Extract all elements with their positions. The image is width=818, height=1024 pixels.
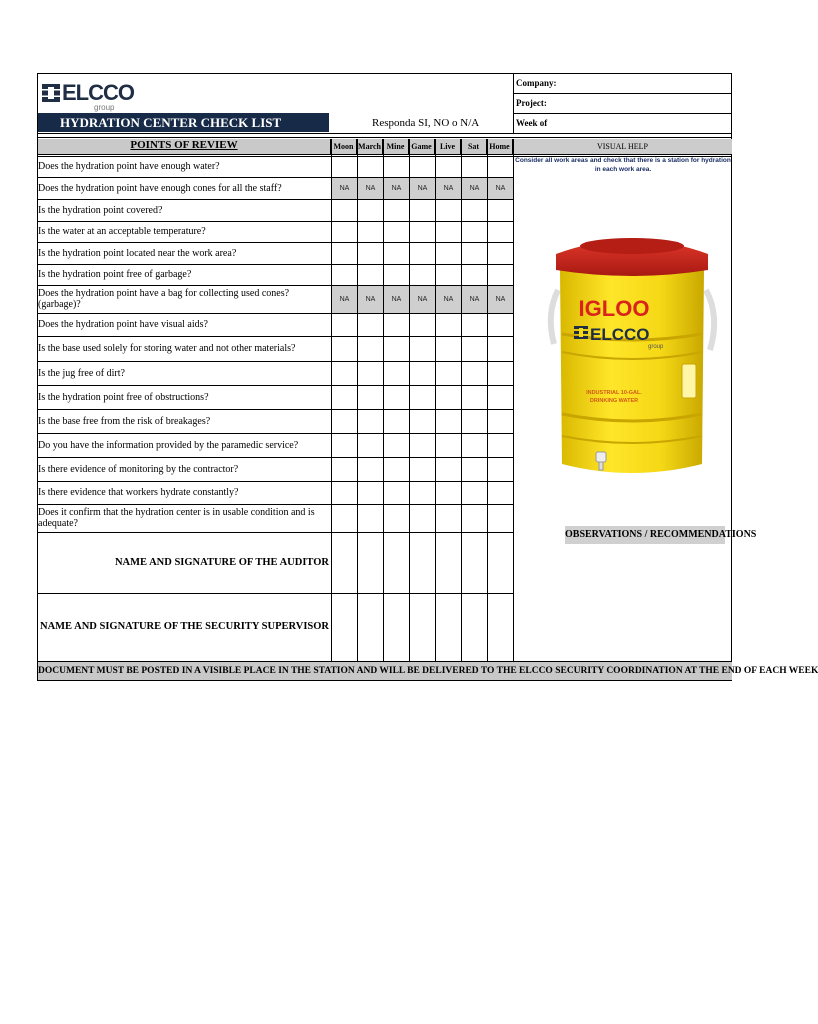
divider — [38, 133, 732, 134]
question-row: Does the hydration point have a bag for collecting used cones? (garbage)? — [38, 288, 290, 310]
question-row: Does the hydration point have visual aids? — [38, 319, 208, 330]
na-cell: NA — [410, 178, 435, 199]
week-field[interactable]: Week of — [513, 114, 732, 134]
jug-logo-subtext: group — [648, 344, 664, 350]
footer-notice: DOCUMENT MUST BE POSTED IN A VISIBLE PLACE IN THE STATION AND WILL BE DELIVERED TO THE ELCCO SECURITY COORDINATION AT THE END OF EACH WEEK — [38, 661, 732, 680]
visual-help-header: VISUAL HELP — [513, 139, 732, 155]
project-field[interactable]: Project: — [513, 94, 732, 114]
grid-line — [38, 336, 513, 337]
auditor-signature-label: NAME AND SIGNATURE OF THE AUDITOR — [114, 557, 329, 568]
divider — [38, 137, 732, 138]
logo-text: ELCCO — [62, 80, 134, 105]
question-row: Is there evidence of monitoring by the contractor? — [38, 463, 239, 475]
question-row: Is the hydration point located near the work area? — [38, 247, 237, 259]
checklist-sheet — [37, 73, 818, 681]
grid-line — [38, 285, 513, 286]
day-header: Game — [409, 139, 435, 155]
na-cell: NA — [410, 286, 435, 313]
grid-line — [38, 156, 513, 157]
na-cell: NA — [488, 286, 513, 313]
supervisor-signature-label: NAME AND SIGNATURE OF THE SECURITY SUPERVISOR — [39, 621, 329, 632]
elcco-logo — [42, 80, 162, 114]
day-header: March — [357, 139, 383, 155]
grid-line — [38, 313, 513, 314]
grid-line — [38, 385, 513, 386]
grid-line — [38, 361, 513, 362]
grid-line — [38, 457, 513, 458]
grid-line — [435, 139, 436, 661]
points-of-review-header: POINTS OF REVIEW — [38, 139, 331, 155]
na-cell: NA — [332, 286, 357, 313]
grid-line — [38, 481, 513, 482]
question-row: Does the hydration point have enough cones for all the staff? — [38, 182, 282, 194]
day-header: Home — [487, 139, 513, 155]
na-cell: NA — [358, 178, 383, 199]
question-row: Is there evidence that workers hydrate constantly? — [38, 487, 239, 498]
grid-line — [513, 156, 732, 157]
grid-line — [38, 532, 513, 533]
jug-label-line2: DRINKING WATER — [589, 398, 639, 404]
na-cell: NA — [488, 178, 513, 199]
grid-line — [38, 242, 513, 243]
grid-line — [38, 177, 513, 178]
igloo-water-jug-image — [544, 224, 720, 496]
observations-header: OBSERVATIONS / RECOMMENDATIONS — [565, 526, 725, 544]
grid-line — [38, 221, 513, 222]
respond-instruction: Responda SI, NO o N/A — [372, 117, 480, 129]
question-row: Is the hydration point covered? — [38, 204, 163, 216]
day-header: Moon — [331, 139, 357, 155]
grid-line — [357, 139, 358, 661]
grid-line — [38, 264, 513, 265]
na-cell: NA — [436, 286, 461, 313]
na-cell: NA — [332, 178, 357, 199]
logo-subtext: group — [94, 103, 115, 112]
na-cell: NA — [462, 286, 487, 313]
grid-line — [38, 504, 513, 505]
grid-line — [487, 139, 488, 661]
elcco-logo-mark-icon — [42, 84, 60, 102]
question-row: Does the hydration point have enough water? — [38, 161, 220, 172]
grid-line — [461, 139, 462, 661]
jug-label-line1: INDUSTRIAL 10-GAL. — [586, 390, 642, 396]
question-row: Is the hydration point free of garbage? — [38, 269, 192, 280]
question-row: Is the water at an acceptable temperature? — [38, 226, 206, 237]
question-row: Is the base used solely for storing water and not other materials? — [38, 343, 296, 354]
na-cell: NA — [384, 286, 409, 313]
jug-logo-text: ELCCO — [590, 325, 650, 344]
page-title: HYDRATION CENTER CHECK LIST — [38, 113, 329, 132]
question-row: Is the jug free of dirt? — [38, 367, 125, 379]
grid-line — [383, 139, 384, 661]
na-cell: NA — [384, 178, 409, 199]
grid-line — [331, 139, 332, 661]
visual-help-note: Consider all work areas and check that there is a station for hydration in each work area. — [515, 157, 731, 173]
grid-line — [38, 199, 513, 200]
grid-line — [38, 593, 513, 594]
day-header: Sat — [461, 139, 487, 155]
jug-brand-text: IGLOO — [578, 296, 650, 321]
grid-line — [38, 433, 513, 434]
question-row: Does it confirm that the hydration center is in usable condition and is adequate? — [38, 507, 315, 529]
grid-line — [38, 409, 513, 410]
day-header: Mine — [383, 139, 409, 155]
company-field[interactable]: Company: — [513, 74, 732, 94]
grid-line — [513, 139, 514, 661]
question-row: Is the base free from the risk of breakages? — [38, 415, 211, 427]
question-row: Is the hydration point free of obstructions? — [38, 391, 209, 403]
na-cell: NA — [436, 178, 461, 199]
na-cell: NA — [462, 178, 487, 199]
grid-line — [409, 139, 410, 661]
question-row: Do you have the information provided by the paramedic service? — [38, 439, 299, 451]
day-header: Live — [435, 139, 461, 155]
na-cell: NA — [358, 286, 383, 313]
